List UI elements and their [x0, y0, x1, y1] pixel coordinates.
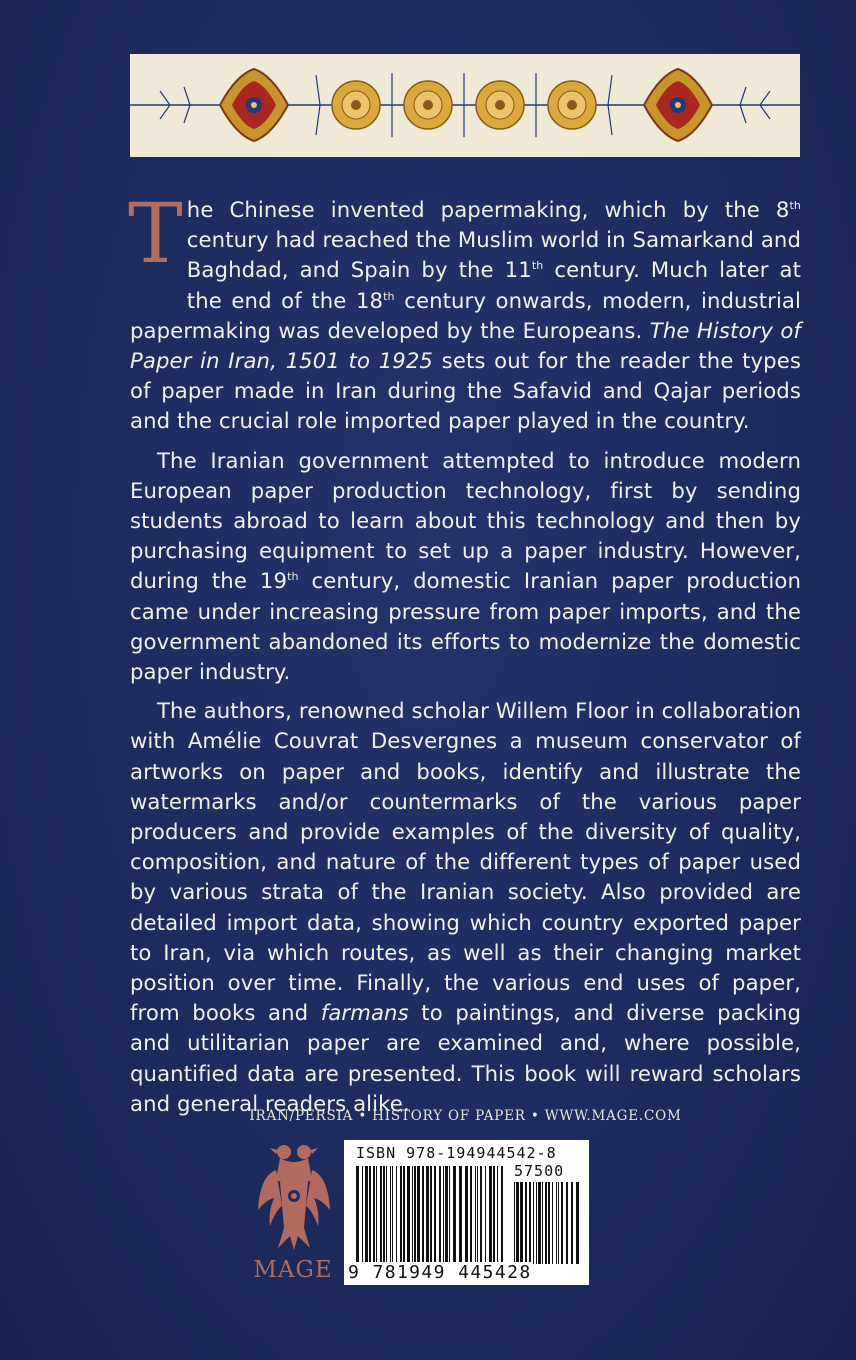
text-run: century. Much later at the end of the 18 — [186, 257, 801, 313]
drop-cap: T — [128, 187, 183, 282]
paragraph-1 — [128, 187, 801, 437]
text-run: The Iranian government attempted to introduce modern European paper production technology, first by sending students abroad to learn about this technology and then by purchasing equipment to set up a paper industry. However, during the 19 — [130, 447, 801, 594]
isbn-barcode — [344, 1140, 589, 1285]
text-run: century had reached the Muslim world in Samarkand and Baghdad, and Spain by the 11 — [186, 227, 801, 283]
price-barcode-bars — [514, 1182, 580, 1264]
publisher-logo-text: MAGE — [253, 1257, 333, 1283]
text-run: to paintings, and diverse packing and utilitarian paper are examined and, where possible, quantified data are presented. This book will reward scholars and general readers alike. — [130, 1000, 801, 1116]
ean-barcode-bars — [356, 1166, 506, 1264]
superscript: th — [383, 289, 395, 303]
subject-line: IRAN/PERSIA • HISTORY OF PAPER • WWW.MAGE.COM — [249, 1108, 682, 1124]
text-run: he Chinese invented papermaking, which by the 8 — [186, 197, 790, 222]
isbn-label: ISBN 978-194944542-8 — [356, 1144, 557, 1162]
floral-ornament-icon — [130, 54, 800, 157]
text-run: sets out for the reader the types of paper made in Iran during the Safavid and Qajar periods and the crucial role imported paper played in the country. — [130, 348, 801, 434]
text-run: century, domestic Iranian paper production came under increasing pressure from paper imports, and the government abandoned its efforts to modernize the domestic paper industry. — [130, 568, 802, 685]
price-code: 57500 — [514, 1162, 565, 1180]
paragraph-3 — [130, 696, 801, 1119]
superscript: th — [531, 259, 544, 273]
italic-term: farmans — [320, 1000, 409, 1026]
text-run: The authors, renowned scholar Willem Floor in collaboration with Amélie Couvrat Desvergnes a museum conservator of artworks on paper and books, identify and illustrate the watermarks and/or countermarks of the various paper producers and provide examples of the diversity of quality, composition, and nature of the different types of paper used by various strata of the Iranian society. Also provided are detailed import data, showing which country exported paper to Iran, via which routes, as well as their changing market position over time. Finally, the various end uses of paper, from books and — [130, 698, 801, 1026]
text-run: century onwards, modern, industrial papermaking was developed by the Europeans. — [130, 287, 801, 343]
book-description — [128, 187, 802, 1128]
superscript: th — [287, 570, 299, 584]
barcode-digits: 9 781949 445428 — [348, 1262, 532, 1283]
superscript: th — [789, 198, 801, 212]
illuminated-border — [130, 54, 800, 157]
book-title-italic: The History of Paper in Iran, 1501 to 1925 — [130, 317, 801, 374]
paragraph-2 — [130, 446, 801, 688]
